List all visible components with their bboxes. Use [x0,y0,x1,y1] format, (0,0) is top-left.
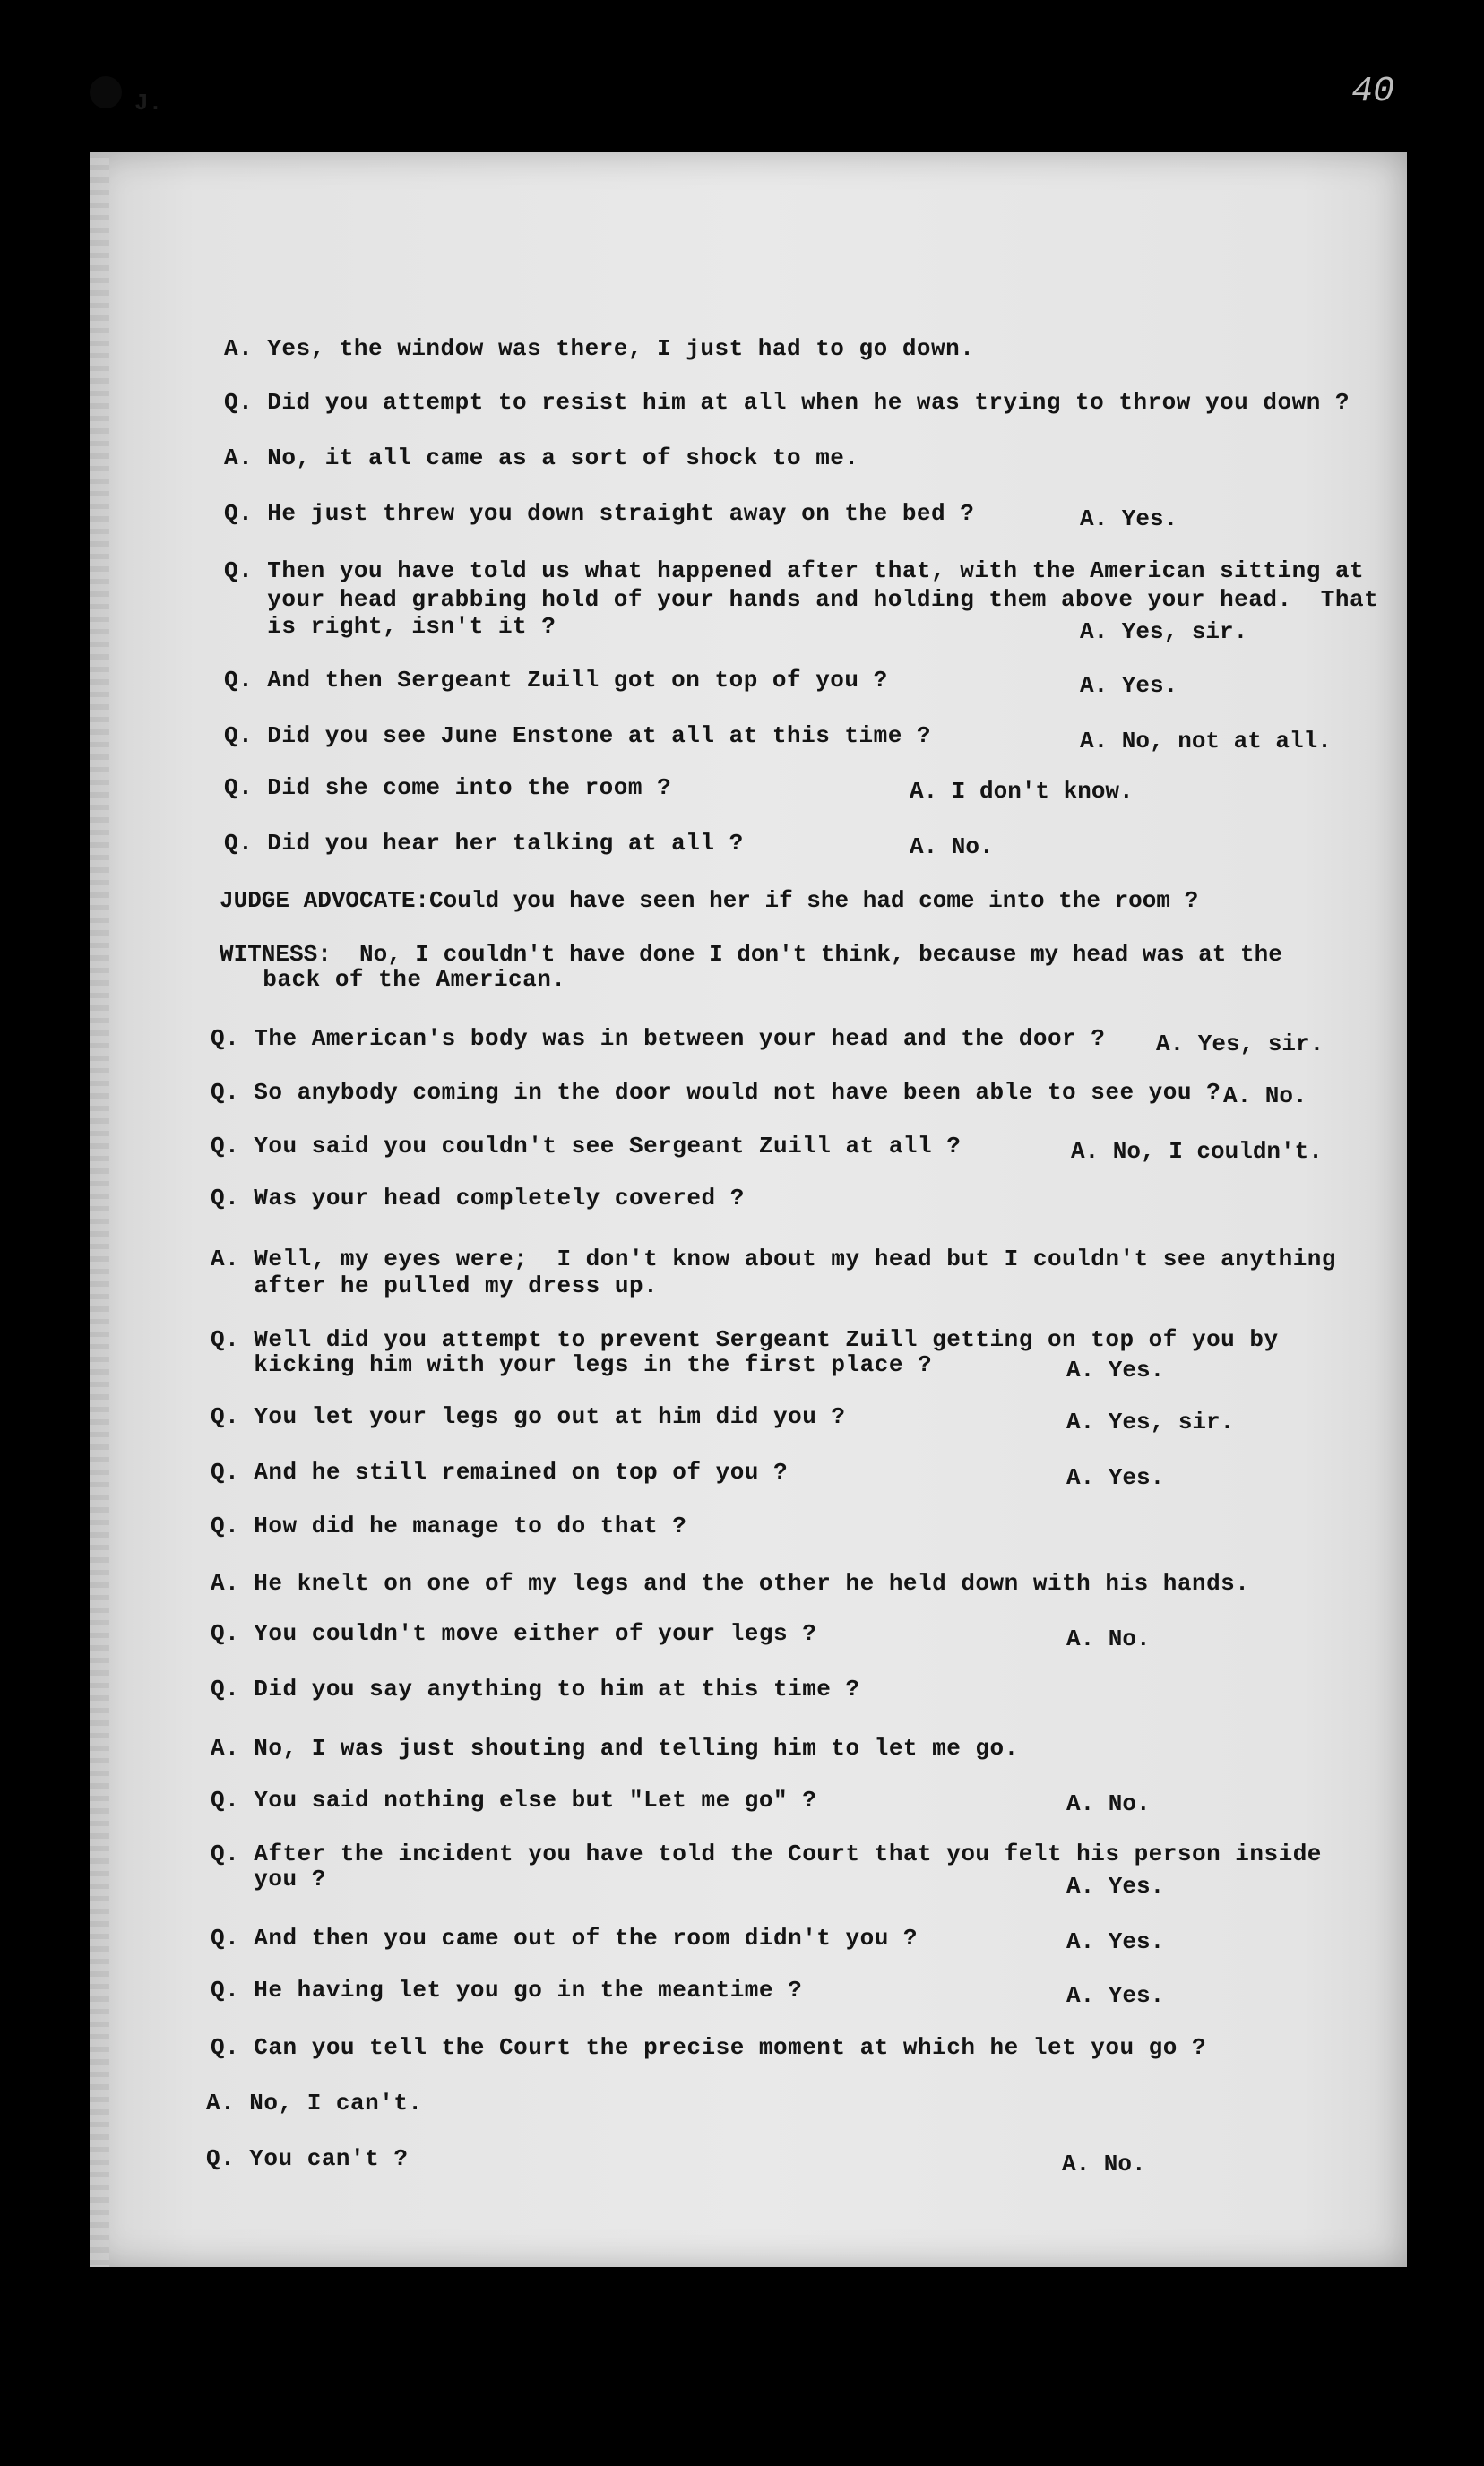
line-10: Q. Did she come into the room ? [224,774,672,801]
line-11: Q. Did you hear her talking at all ? [224,830,744,857]
answer-23: A. Yes, sir. [1066,1409,1235,1436]
line-37: Q. You can't ? [206,2145,409,2172]
line-15: Q. The American's body was in between your head and the door ? [211,1025,1106,1052]
line-28: Q. Did you say anything to him at this time ? [211,1676,860,1703]
answer-34: A. Yes. [1066,1982,1165,2009]
line-18: Q. Was your head completely covered ? [211,1185,745,1211]
line-29: A. No, I was just shouting and telling him to let me go. [211,1735,1019,1762]
line-14: back of the American. [220,966,566,993]
answer-11: A. No. [910,833,994,860]
answer-22: A. Yes. [1066,1357,1165,1384]
answer-33: A. Yes. [1066,1928,1165,1955]
line-6: your head grabbing hold of your hands and holding them above your head. That [224,586,1379,613]
answer-32: A. Yes. [1066,1873,1165,1900]
line-30: Q. You said nothing else but "Let me go" ? [211,1787,817,1814]
folio-number: 40 [1350,72,1394,112]
line-36: A. No, I can't. [206,2090,423,2117]
line-13: WITNESS: No, I couldn't have done I don't think, because my head was at the [220,941,1282,968]
line-3: A. No, it all came as a sort of shock to me. [224,444,859,471]
answer-4: A. Yes. [1080,505,1178,532]
line-32: you ? [211,1866,326,1893]
answer-8: A. Yes. [1080,672,1178,699]
answer-10: A. I don't know. [910,778,1134,805]
line-17: Q. You said you couldn't see Sergeant Zuill at all ? [211,1133,962,1160]
line-24: Q. And he still remained on top of you ? [211,1459,789,1486]
line-20: after he pulled my dress up. [211,1272,659,1299]
line-1: A. Yes, the window was there, I just had to go down. [224,335,975,362]
line-8: Q. And then Sergeant Zuill got on top of you ? [224,667,888,694]
line-34: Q. He having let you go in the meantime ? [211,1977,803,2004]
answer-30: A. No. [1066,1790,1151,1817]
line-25: Q. How did he manage to do that ? [211,1513,687,1539]
line-16: Q. So anybody coming in the door would not have been able to see you ? [211,1079,1221,1106]
answer-7: A. Yes, sir. [1080,618,1248,645]
answer-17: A. No, I couldn't. [1071,1138,1323,1165]
line-5: Q. Then you have told us what happened after that, with the American sitting at [224,557,1365,584]
page-letter: J. [134,90,163,116]
line-22: kicking him with your legs in the first place ? [211,1351,933,1378]
line-7: is right, isn't it ? [224,613,556,640]
line-27: Q. You couldn't move either of your legs ? [211,1620,817,1647]
answer-24: A. Yes. [1066,1464,1165,1491]
line-23: Q. You let your legs go out at him did you ? [211,1403,846,1430]
answer-16: A. No. [1223,1082,1307,1109]
punch-hole [90,76,122,108]
line-12: JUDGE ADVOCATE:Could you have seen her if she had come into the room ? [220,887,1199,914]
line-31: Q. After the incident you have told the Court that you felt his person inside [211,1841,1322,1867]
answer-27: A. No. [1066,1625,1151,1652]
answer-9: A. No, not at all. [1080,728,1332,754]
answer-15: A. Yes, sir. [1156,1030,1324,1057]
line-2: Q. Did you attempt to resist him at all when he was trying to throw you down ? [224,389,1350,416]
line-21: Q. Well did you attempt to prevent Sergeant Zuill getting on top of you by [211,1326,1279,1353]
answer-37: A. No. [1062,2151,1146,2177]
line-33: Q. And then you came out of the room didn't you ? [211,1925,919,1952]
line-19: A. Well, my eyes were; I don't know about my head but I couldn't see anything [211,1246,1336,1272]
line-4: Q. He just threw you down straight away on the bed ? [224,500,975,527]
line-9: Q. Did you see June Enstone at all at this time ? [224,722,932,749]
line-35: Q. Can you tell the Court the precise moment at which he let you go ? [211,2034,1207,2061]
line-26: A. He knelt on one of my legs and the other he held down with his hands. [211,1570,1250,1597]
